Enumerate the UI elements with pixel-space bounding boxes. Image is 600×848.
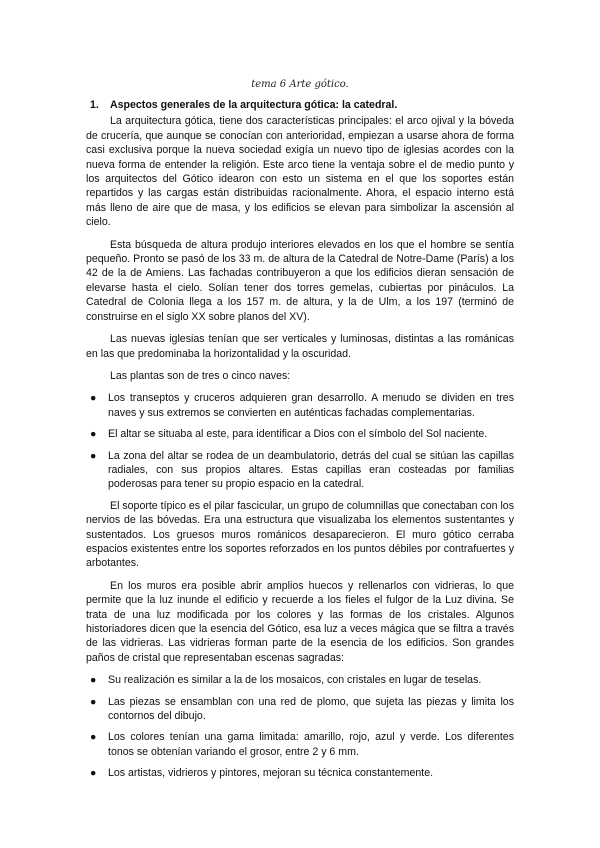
list-item	[86, 427, 514, 441]
paragraph: El soporte típico es el pilar fascicular, un grupo de columnillas que conectaban con los nervios de las bóvedas. Era una estructura que visualizaba los elementos sustentantes y sustentados. Los gruesos muros románicos desaparecieron. El muro gótico cerraba espacios existentes entre los soportes reforzados en los puntos débiles por contrafuertes y arbotantes.	[86, 499, 514, 570]
bullet-icon: ●	[90, 428, 97, 441]
list-item-text: Su realización es similar a la de los mosaicos, con cristales en lugar de teselas.	[108, 674, 482, 687]
list-item-text: Los artistas, vidrieros y pintores, mejoran su técnica constantemente.	[108, 767, 434, 780]
bullet-icon: ●	[90, 731, 97, 744]
section-title: Aspectos generales de la arquitectura gótica: la catedral.	[110, 99, 398, 111]
paragraph: Las plantas son de tres o cinco naves:	[110, 369, 291, 382]
list-item	[86, 673, 514, 687]
paragraph: En los muros era posible abrir amplios huecos y rellenarlos con vidrieras, lo que permite que la luz inunde el edificio y recuerde a los fieles el fulgor de la Luz divina. Se trata de una luz modificada por los colores y las formas de los cristales. Algunos historiadores dicen que la esencia del Gótico, esa luz a veces mágica que se filtra a través de las vidrieras. Las vidrieras forman parte de la esencia de los edificios. Son grandes paños de cristal que representaban escenas sagradas:	[86, 579, 514, 664]
list-item	[86, 766, 514, 780]
section-number: 1.	[90, 99, 99, 111]
bullet-icon: ●	[90, 674, 97, 687]
section-heading	[86, 98, 514, 112]
list-item-text: El altar se situaba al este, para identificar a Dios con el símbolo del Sol naciente.	[108, 428, 488, 441]
page-header-title: tema 6 Arte gótico.	[251, 79, 349, 90]
list-item-text: Las piezas se ensamblan con una red de plomo, que sujeta las piezas y limita los contornos del dibujo.	[108, 695, 514, 723]
naves-list	[86, 391, 514, 491]
bullet-icon: ●	[90, 767, 97, 780]
bullet-icon: ●	[90, 449, 97, 462]
document-body	[86, 98, 514, 788]
list-item	[86, 391, 514, 420]
list-item-text: La zona del altar se rodea de un deambulatorio, detrás del cual se sitúan las capillas radiales, con sus propios altares. Estas capillas eran costeadas por familias poderosas para tener su propio espacio en la catedral.	[108, 449, 514, 491]
list-item-text: Los colores tenían una gama limitada: amarillo, rojo, azul y verde. Los diferentes tonos se obtenían variando el grosor, entre 2 y 6 mm.	[108, 731, 514, 758]
vidrieras-list	[86, 673, 514, 780]
bullet-icon: ●	[90, 695, 97, 708]
list-item	[86, 730, 514, 759]
paragraph: Esta búsqueda de altura produjo interiores elevados en los que el hombre se sentía pequeño. Pronto se pasó de los 33 m. de altura de la Catedral de Notre-Dame (París) a los 42 de la de Amiens. Las fachadas contribuyeron a que los edificios dieran sensación de elevarse hasta el cielo. Solían tener dos torres gemelas, cubiertas por pináculos. La Catedral de Colonia llega a los 157 m. de altura, y la de Ulm, a los 197 (terminó de construirse en el siglo XX sobre planos del XV).	[86, 238, 514, 323]
list-item-text: Los transeptos y cruceros adquieren gran desarrollo. A menudo se dividen en tres naves y sus extremos se convierten en auténticas fachadas complementarias.	[108, 392, 514, 419]
bullet-icon: ●	[90, 392, 97, 405]
paragraph: Las nuevas iglesias tenían que ser verticales y luminosas, distintas a las románicas en las que predominaba la horizontalidad y la oscuridad.	[86, 333, 514, 360]
paragraph: La arquitectura gótica, tiene dos características principales: el arco ojival y la bóveda de crucería, que aunque se conocían con anterioridad, empiezan a usarse ahora de forma casi exclusiva porque la nueva sociedad exigía un nuevo tipo de iglesias acordes con la nueva forma de entender la religión. Este arco tiene la ventaja sobre el de medio punto y los arquitectos del Gótico idearon con esto un sistema en el que los soportes están repartidos y las cargas están distribuidas racionalmente. Ahora, el espacio interno está más lleno de aire que de masa, y los edificios se elevan para simbolizar la ascensión al cielo.	[86, 115, 514, 229]
list-item	[86, 695, 514, 724]
list-item	[86, 449, 514, 492]
